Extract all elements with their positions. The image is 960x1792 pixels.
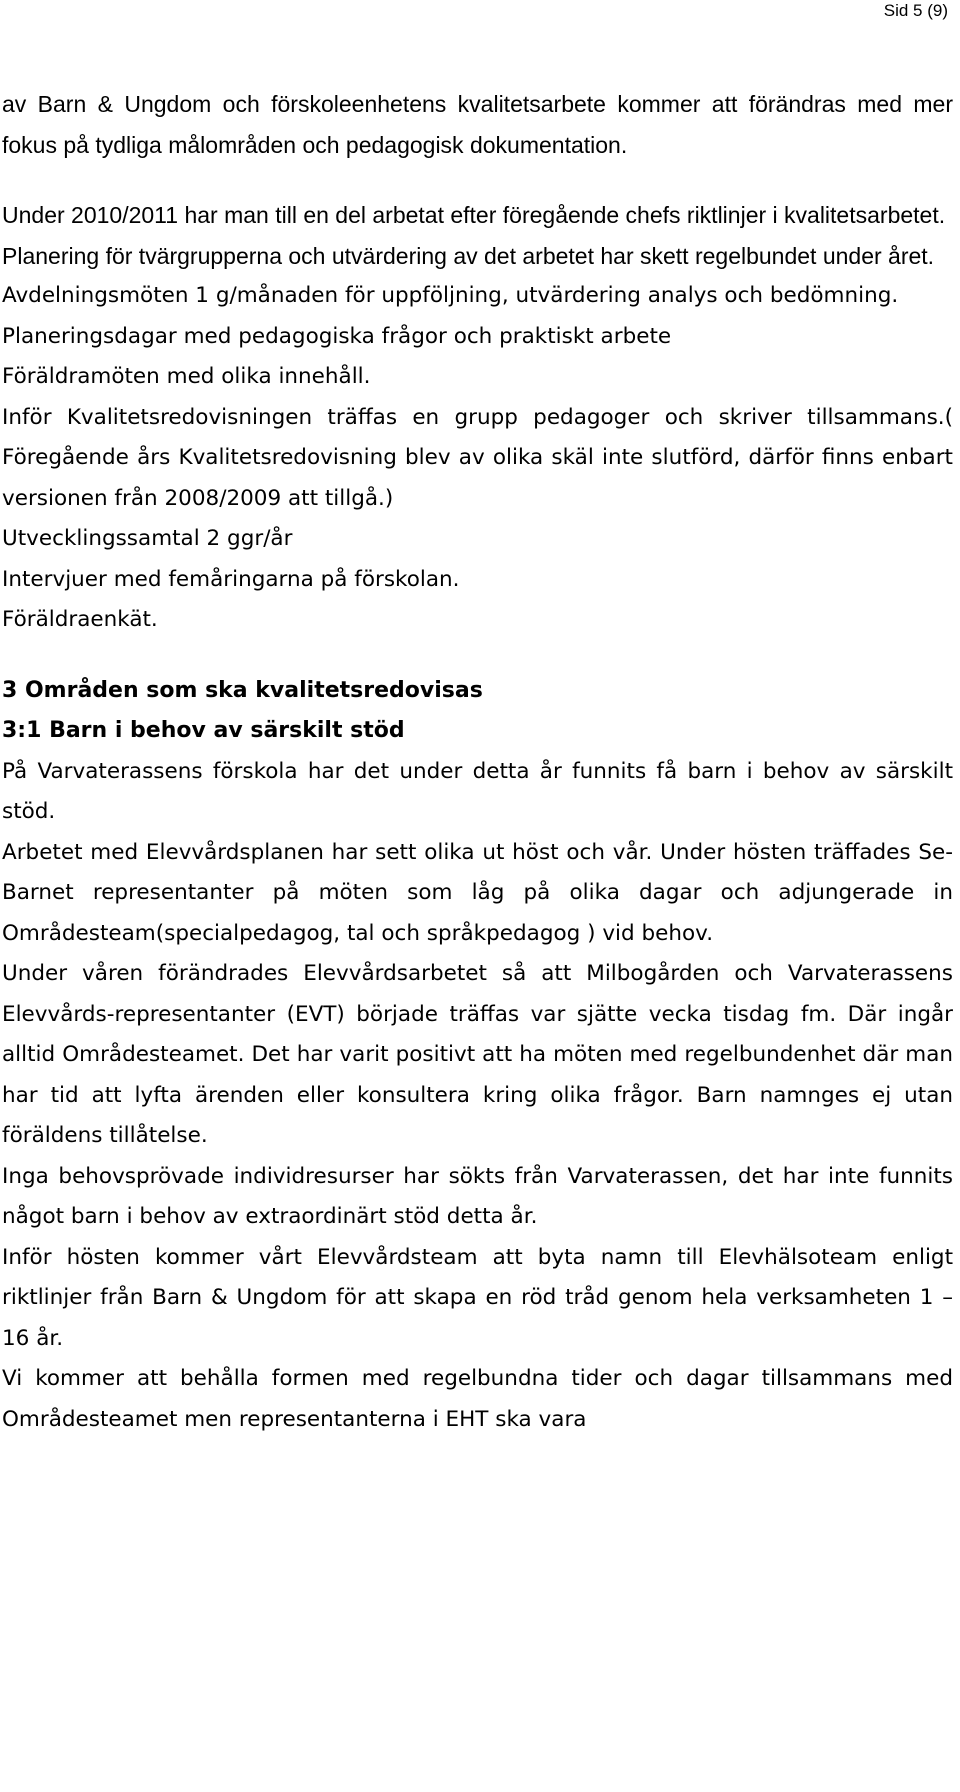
intro-paragraph-4: Avdelningsmöten 1 g/månaden för uppföljning, utvärdering analys och bedömning. — [2, 283, 899, 308]
intro-paragraph-7: Inför Kvalitetsredovisningen träffas en grupp pedagoger och skriver tillsammans.( Föregående års Kvalitetsredovisning blev av olika skäl inte slutförd, därför finns enbart versionen från 2008/2009 att tillgå.) — [2, 404, 953, 511]
paragraph-spacer — [2, 165, 953, 195]
section-paragraph-3: Under våren förändrades Elevvårdsarbetet så att Milbogården och Varvaterassens Elevvårds-representanter (EVT) började träffas var sjätte vecka tisdag fm. Där ingår alltid Områdesteamet. Det har varit positivt att ha möten med regelbundenhet där man har tid att lyfta ärenden eller konsultera kring olika frågor. Barn namnges ej utan föräldens tillåtelse. — [2, 961, 953, 1148]
intro-paragraph-9: Intervjuer med femåringarna på förskolan. — [2, 566, 460, 592]
intro-paragraph-3: Planering för tvärgrupperna och utvärdering av det arbetet har skett regelbundet under året. — [2, 242, 935, 269]
intro-paragraph-1: av Barn & Ungdom och förskoleenhetens kvalitetsarbete kommer att förändras med mer fokus på tydliga målområden och pedagogisk dokumentation. — [2, 91, 953, 158]
section-spacer — [2, 641, 953, 671]
section-paragraph-4: Inga behovsprövade individresurser har sökts från Varvaterassen, det har inte funnits något barn i behov av extraordinärt stöd detta år. — [2, 1163, 953, 1229]
section-paragraph-6: Vi kommer att behålla formen med regelbundna tider och dagar tillsammans med Områdesteamet men representanterna i EHT ska vara — [2, 1366, 953, 1432]
section-paragraph-2: Arbetet med Elevvårdsplanen har sett olika ut höst och vår. Under hösten träffades Se- Barnet representanter på möten som låg på olika dagar och adjungerade in Områdesteam(specialpedagog, tal och språkpedagog ) vid behov. — [2, 839, 953, 946]
page-number: Sid 5 (9) — [883, 1, 948, 20]
intro-paragraph-10: Föräldraenkät. — [2, 607, 158, 632]
intro-paragraph-2: Under 2010/2011 har man till en del arbetat efter föregående chefs riktlinjer i kvalitetsarbetet. — [2, 202, 946, 228]
section-paragraph-1: På Varvaterassens förskola har det under detta år funnits få barn i behov av särskilt stöd. — [2, 758, 953, 824]
intro-paragraph-8: Utvecklingssamtal 2 ggr/år — [2, 526, 293, 551]
intro-paragraph-6: Föräldramöten med olika innehåll. — [2, 364, 371, 389]
document-body — [2, 84, 953, 1440]
intro-paragraph-5: Planeringsdagar med pedagogiska frågor och praktiskt arbete — [2, 323, 672, 349]
subsection-heading: 3:1 Barn i behov av särskilt stöd — [2, 718, 405, 743]
section-heading: 3 Områden som ska kvalitetsredovisas — [2, 677, 483, 703]
section-paragraph-5: Inför hösten kommer vårt Elevvårdsteam att byta namn till Elevhälsoteam enligt riktlinjer från Barn & Ungdom för att skapa en röd tråd genom hela verksamheten 1 – 16 år. — [2, 1244, 953, 1351]
